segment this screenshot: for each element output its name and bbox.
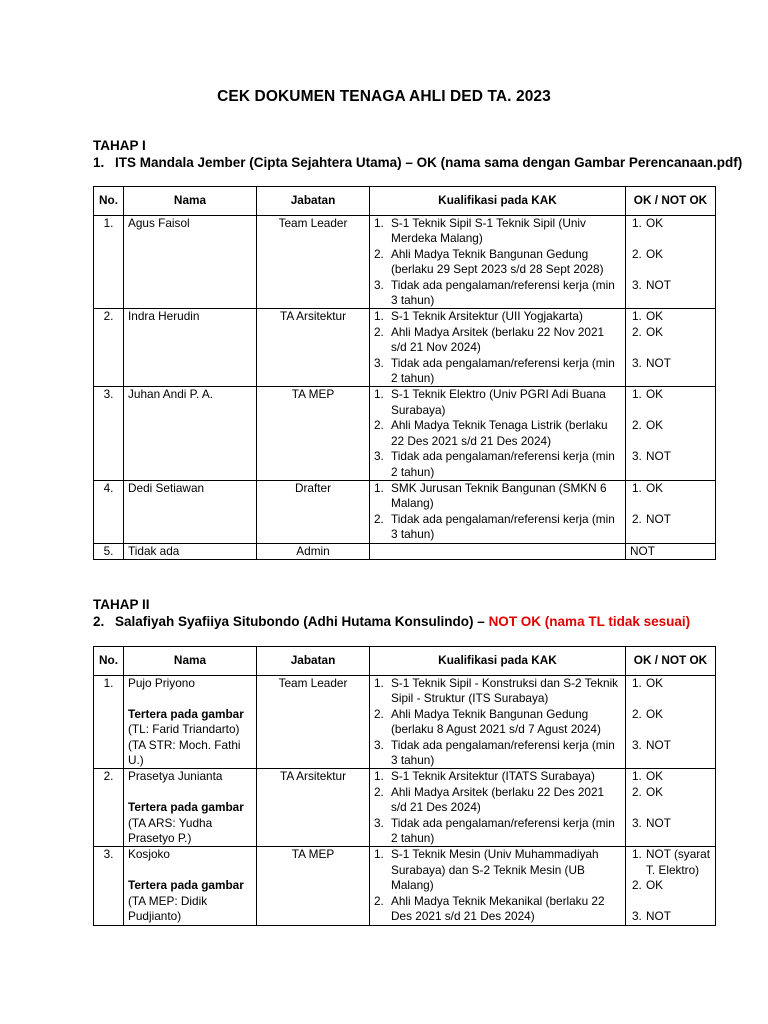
qualification-item: 1. S-1 Teknik Sipil - Konstruksi dan S-2 Teknik Sipil - Struktur (ITS Surabaya) <box>374 676 619 706</box>
row-nama: Tidak ada <box>124 543 257 559</box>
row-kualifikasi <box>370 480 626 543</box>
status-item: 3. NOT <box>632 449 671 464</box>
qualification-item: 3. Tidak ada pengalaman/referensi kerja (min 3 tahun) <box>374 277 615 308</box>
qualification-item: 3. Tidak ada pengalaman/referensi kerja (min 3 tahun) <box>374 737 615 768</box>
vendor-number: 2. <box>93 614 105 629</box>
row-status <box>626 847 716 925</box>
row-kualifikasi <box>370 309 626 387</box>
status-item: 3. NOT <box>632 737 671 752</box>
status-item: 2. OK <box>632 246 664 261</box>
row-status <box>626 676 716 769</box>
qualification-item: 2. Ahli Madya Teknik Mekanikal (berlaku 22 Des 2021 s/d 21 Des 2024) <box>374 893 605 924</box>
vendor-number: 1. <box>93 155 105 170</box>
status-item: 1. OK <box>632 309 664 324</box>
row-number: 1. <box>94 676 124 769</box>
row-nama: Dedi Setiawan <box>124 480 257 543</box>
table-header-row <box>94 187 716 216</box>
row-status <box>626 769 716 847</box>
stage-1-table <box>93 186 716 560</box>
qualification-item: 2. Ahli Madya Arsitek (berlaku 22 Des 2021 s/d 21 Des 2024) <box>374 784 605 815</box>
drawing-names: (TA MEP: Didik Pudjianto) <box>128 893 208 924</box>
row-number: 1. <box>94 216 124 309</box>
table-row <box>94 480 716 543</box>
row-number: 3. <box>94 387 124 480</box>
stage-2-label: TAHAP II <box>93 597 150 612</box>
stage-2-vendor <box>93 614 690 629</box>
row-kualifikasi <box>370 387 626 480</box>
status-item: 2. OK <box>632 784 664 799</box>
qualification-item: 1. S-1 Teknik Arsitektur (UII Yogjakarta) <box>374 309 583 324</box>
qualification-item: 2. Ahli Madya Teknik Bangunan Gedung (berlaku 8 Agust 2021 s/d 7 Agust 2024) <box>374 706 601 737</box>
row-nama <box>124 847 257 925</box>
table-header-row <box>94 647 716 676</box>
status-item: 1. OK <box>632 480 664 495</box>
drawing-names: (TA ARS: Yudha Prasetyo P.) <box>128 815 213 846</box>
row-jabatan: Team Leader <box>257 676 370 769</box>
qualification-item: 1. SMK Jurusan Teknik Bangunan (SMKN 6 Malang) <box>374 480 607 511</box>
table-row <box>94 309 716 387</box>
row-jabatan: TA Arsitektur <box>257 769 370 847</box>
header-nama: Nama <box>124 187 257 216</box>
qualification-item: 2. Tidak ada pengalaman/referensi kerja (min 3 tahun) <box>374 511 615 542</box>
row-nama: Agus Faisol <box>124 216 257 309</box>
qualification-item: 3. Tidak ada pengalaman/referensi kerja (min 2 tahun) <box>374 449 615 479</box>
row-number: 5. <box>94 543 124 559</box>
row-status <box>626 480 716 543</box>
status-item: 1. NOT (syarat T. Elektro) <box>632 847 711 877</box>
row-number: 4. <box>94 480 124 543</box>
page-title: CEK DOKUMEN TENAGA AHLI DED TA. 2023 <box>217 88 551 105</box>
header-status: OK / NOT OK <box>626 647 716 676</box>
status-item: 3. NOT <box>632 815 671 830</box>
qualification-item: 1. S-1 Teknik Arsitektur (ITATS Surabaya) <box>374 769 595 784</box>
row-jabatan: TA MEP <box>257 387 370 480</box>
header-jabatan: Jabatan <box>257 187 370 216</box>
row-jabatan: Team Leader <box>257 216 370 309</box>
row-nama: Juhan Andi P. A. <box>124 387 257 480</box>
row-status <box>626 216 716 309</box>
status-item: 1. OK <box>632 387 664 402</box>
stage-1-vendor <box>93 155 742 170</box>
row-status: NOT <box>626 543 716 559</box>
table-row <box>94 769 716 847</box>
stage-2-table <box>93 646 716 926</box>
row-jabatan: TA MEP <box>257 847 370 925</box>
status-item: 1. OK <box>632 769 664 784</box>
status-item: 3. NOT <box>632 909 671 924</box>
row-kualifikasi <box>370 847 626 925</box>
header-jabatan: Jabatan <box>257 647 370 676</box>
header-nama: Nama <box>124 647 257 676</box>
table-row <box>94 847 716 925</box>
drawing-label: Tertera pada gambar <box>128 878 244 893</box>
header-kualifikasi: Kualifikasi pada KAK <box>370 187 626 216</box>
qualification-item: 1. S-1 Teknik Sipil S-1 Teknik Sipil (Univ Merdeka Malang) <box>374 216 586 246</box>
row-nama: Indra Herudin <box>124 309 257 387</box>
header-status: OK / NOT OK <box>626 187 716 216</box>
stage-1-label: TAHAP I <box>93 138 146 153</box>
table-row <box>94 543 716 559</box>
row-nama-text: Kosjoko <box>128 847 170 862</box>
row-kualifikasi <box>370 676 626 769</box>
vendor-name: Salafiyah Syafiiya Situbondo (Adhi Hutama Konsulindo) – <box>115 614 485 629</box>
table-row <box>94 676 716 769</box>
qualification-item: 2. Ahli Madya Arsitek (berlaku 22 Nov 2021 s/d 21 Nov 2024) <box>374 324 605 355</box>
drawing-names: (TL: Farid Triandarto) (TA STR: Moch. Fathi U.) <box>128 722 241 768</box>
row-jabatan: Drafter <box>257 480 370 543</box>
drawing-label: Tertera pada gambar <box>128 800 244 815</box>
status-item: 2. OK <box>632 324 664 339</box>
header-kualifikasi: Kualifikasi pada KAK <box>370 647 626 676</box>
status-item: 3. NOT <box>632 355 671 370</box>
status-item: 2. OK <box>632 706 664 721</box>
row-status <box>626 309 716 387</box>
drawing-label: Tertera pada gambar <box>128 706 244 721</box>
row-jabatan: TA Arsitektur <box>257 309 370 387</box>
header-no: No. <box>94 187 124 216</box>
row-kualifikasi <box>370 769 626 847</box>
qualification-item: 2. Ahli Madya Teknik Bangunan Gedung (berlaku 29 Sept 2023 s/d 28 Sept 2028) <box>374 246 604 277</box>
qualification-item: 3. Tidak ada pengalaman/referensi kerja (min 2 tahun) <box>374 355 615 386</box>
status-item: 3. NOT <box>632 277 671 292</box>
row-kualifikasi <box>370 216 626 309</box>
qualification-item: 3. Tidak ada pengalaman/referensi kerja (min 2 tahun) <box>374 815 615 846</box>
vendor-name: ITS Mandala Jember (Cipta Sejahtera Utama) – OK (nama sama dengan Gambar Perencanaan.pdf) <box>115 155 743 170</box>
status-item: 1. OK <box>632 216 664 230</box>
table-row <box>94 387 716 480</box>
status-item: 2. NOT <box>632 511 671 526</box>
vendor-status: NOT OK (nama TL tidak sesuai) <box>488 614 691 629</box>
header-no: No. <box>94 647 124 676</box>
row-nama <box>124 769 257 847</box>
row-nama-text: Pujo Priyono <box>128 676 195 690</box>
row-jabatan: Admin <box>257 543 370 559</box>
row-kualifikasi <box>370 543 626 559</box>
status-item: 2. OK <box>632 418 664 433</box>
status-item: 2. OK <box>632 878 664 893</box>
qualification-item: 1. S-1 Teknik Mesin (Univ Muhammadiyah Surabaya) dan S-2 Teknik Mesin (UB Malang) <box>374 847 599 893</box>
row-nama-text: Prasetya Junianta <box>128 769 223 784</box>
table-row <box>94 216 716 309</box>
row-number: 2. <box>94 769 124 847</box>
status-item: 1. OK <box>632 676 664 690</box>
row-number: 2. <box>94 309 124 387</box>
qualification-item: 1. S-1 Teknik Elektro (Univ PGRI Adi Buana Surabaya) <box>374 387 606 417</box>
row-number: 3. <box>94 847 124 925</box>
qualification-item: 2. Ahli Madya Teknik Tenaga Listrik (berlaku 22 Des 2021 s/d 21 Des 2024) <box>374 418 608 448</box>
row-nama <box>124 676 257 769</box>
row-status <box>626 387 716 480</box>
